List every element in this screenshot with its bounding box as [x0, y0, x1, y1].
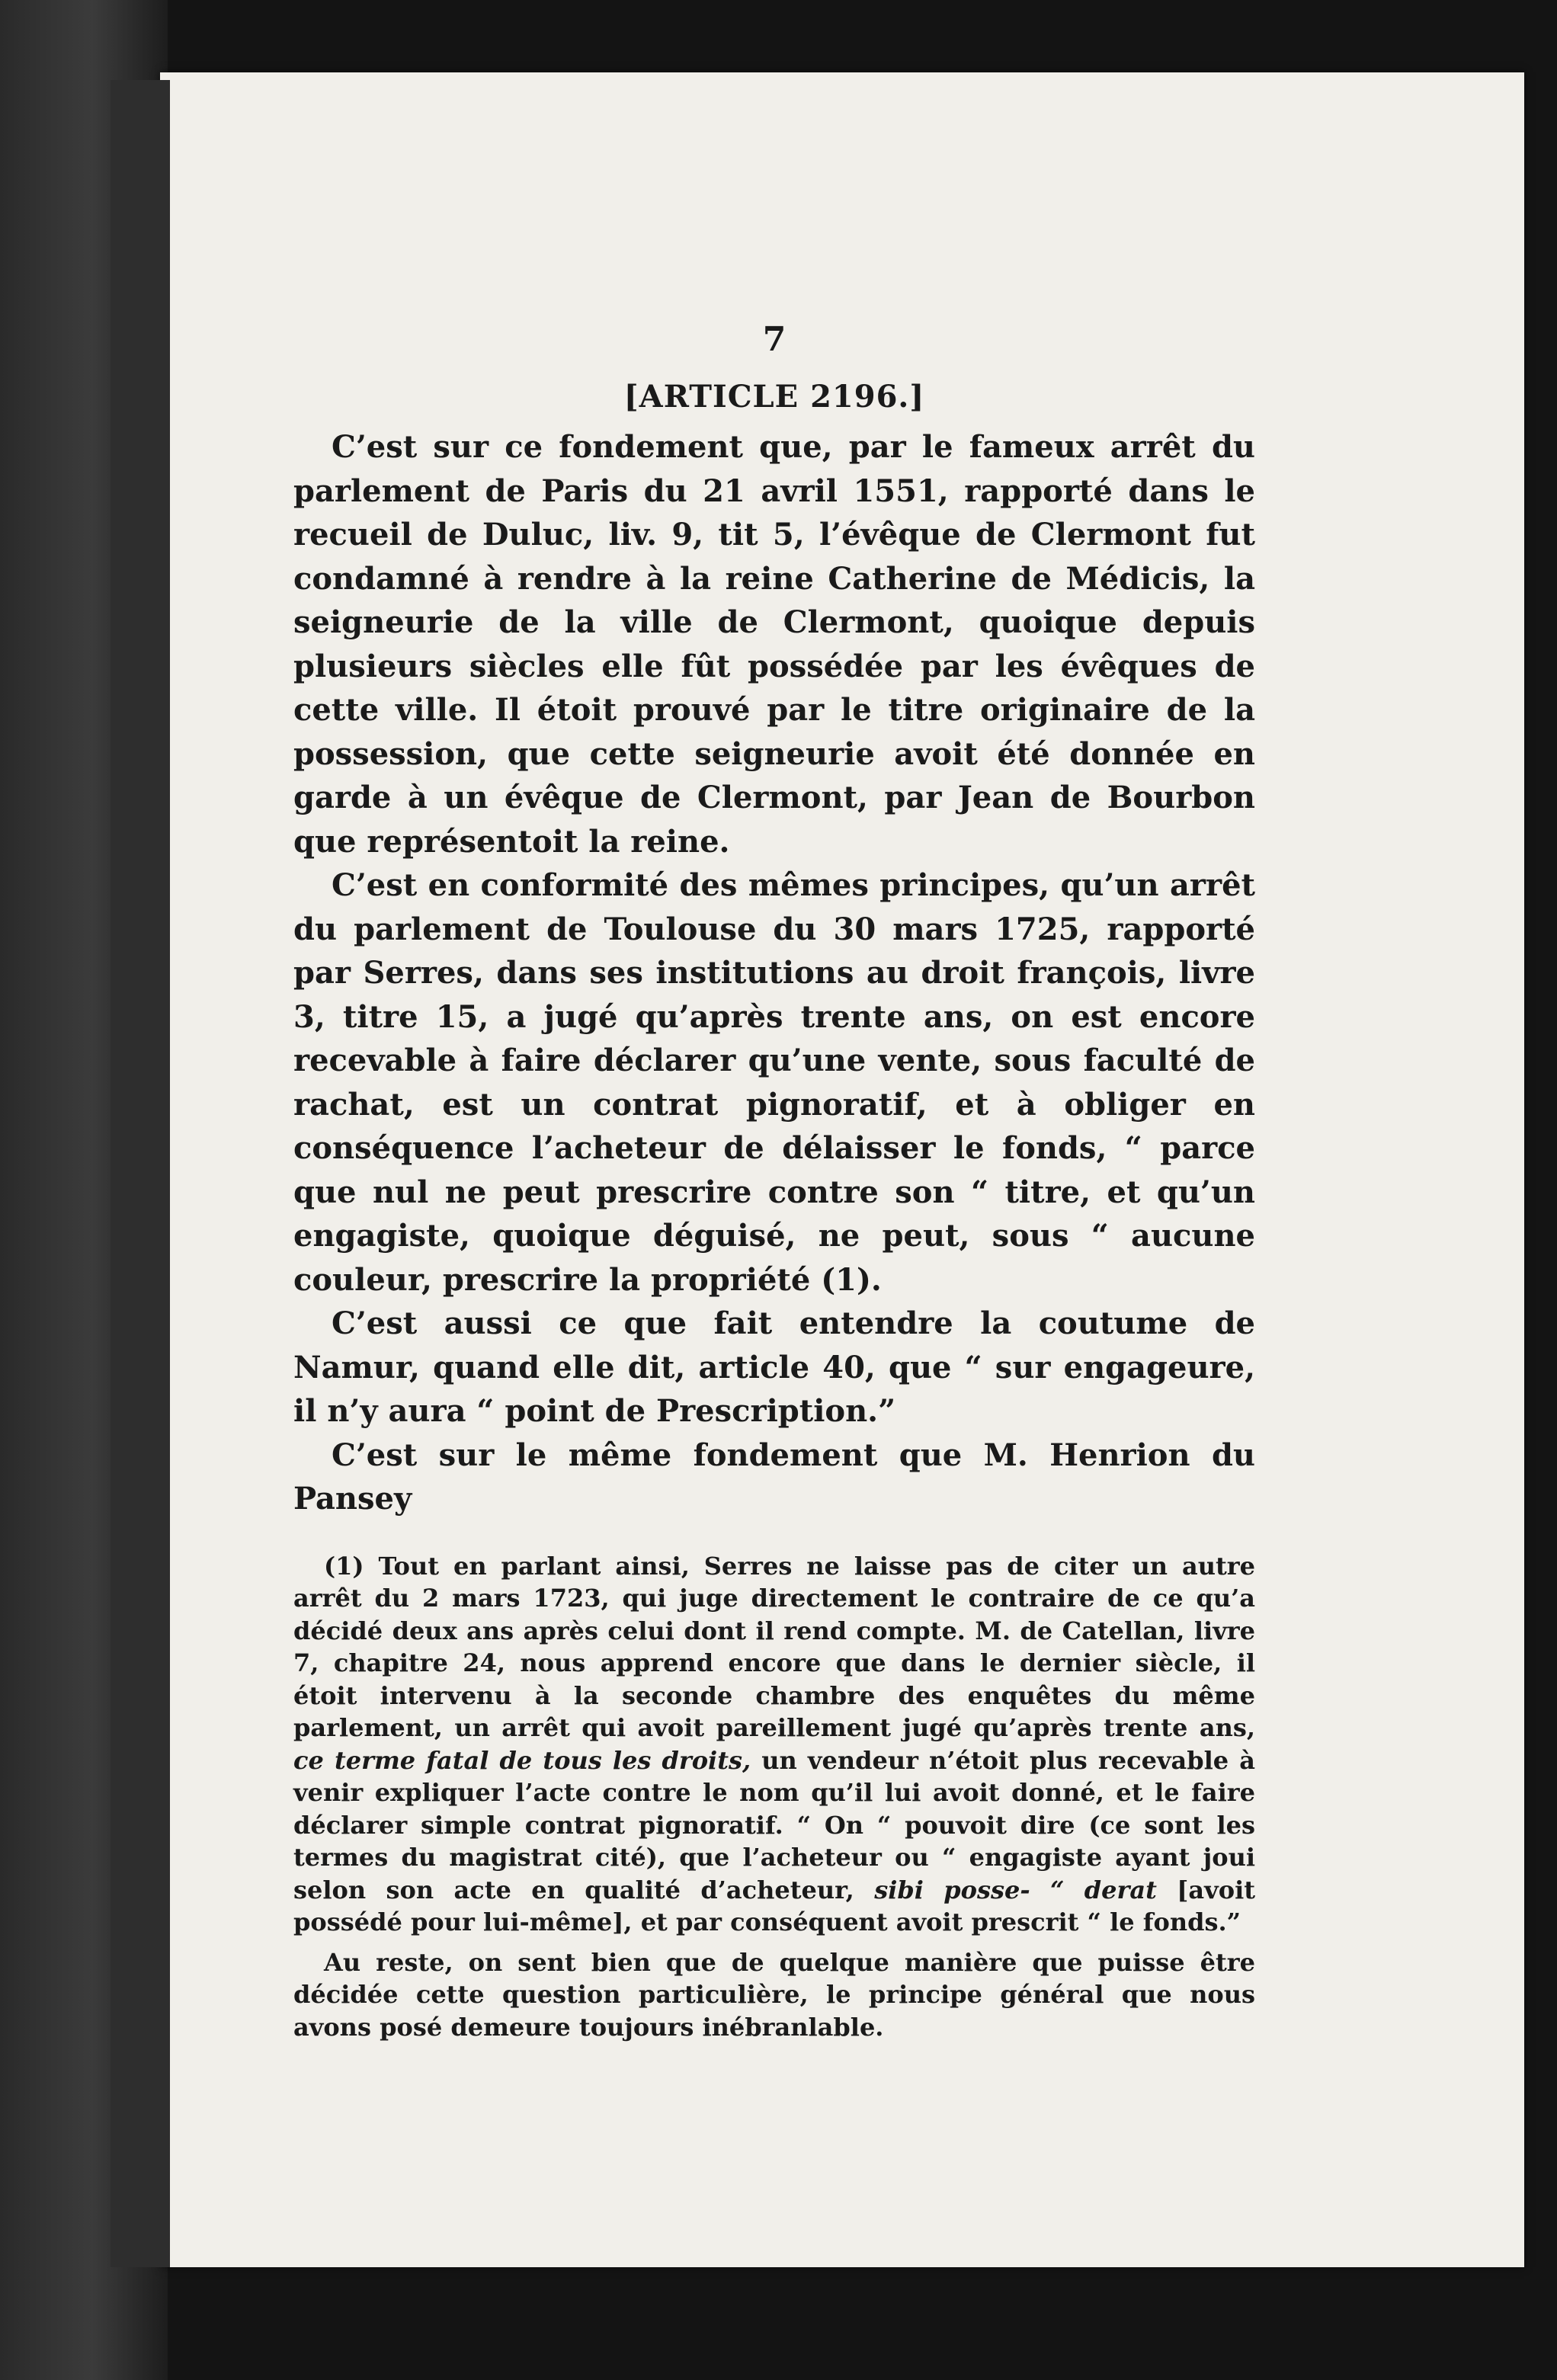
- binding-strip: [111, 80, 170, 2267]
- footnote-text: un vendeur n’étoit plus recevable à venir expliquer l’acte contre le nom qu’il lui avoit donné, et le faire déclarer simple contrat pignoratif. “ On “ pouvoit dire (ce sont les termes du magistrat cité), que l’acheteur ou “ engagiste ayant joui selon son acte en qualité d’acheteur,: [293, 1745, 1256, 1904]
- page-content: [293, 320, 1255, 2043]
- body-paragraph: C’est sur ce fondement que, par le fameux arrêt du parlement de Paris du 21 avril 1551, rapporté dans le recueil de Duluc, liv. 9, tit 5, l’évêque de Clermont fut condamné à rendre à la reine Catherine de Médicis, la seigneurie de la ville de Clermont, quoique depuis plusieurs siècles elle fût possédée par les évêques de cette ville. Il étoit prouvé par le titre originaire de la possession, que cette seigneurie avoit été donnée en garde à un évêque de Clermont, par Jean de Bourbon que représentoit la reine.: [293, 429, 1255, 860]
- page-number: 7: [762, 320, 787, 359]
- footnote-latin-phrase: sibi posse- “ derat: [874, 1875, 1157, 1904]
- footnote-text: [avoit possédé pour lui-même], et par conséquent avoit prescrit “ le fonds.”: [293, 1875, 1256, 1936]
- footnote-text: (1) Tout en parlant ainsi, Serres ne laisse pas de citer un autre arrêt du 2 mars 1723, qui juge directement le contraire de ce qu’a décidé deux ans après celui dont il rend compte. M. de Catellan, livre 7, chapitre 24, nous apprend encore que dans le dernier siècle, il étoit intervenu à la seconde chambre des enquêtes du même parlement, un arrêt qui avoit pareillement jugé qu’après trente ans,: [293, 1551, 1255, 1742]
- body-paragraph: C’est aussi ce que fait entendre la coutume de Namur, quand elle dit, article 40, que “ sur engageure, il n’y aura “ point de Prescription.”: [293, 1305, 1255, 1429]
- footnote-italic-phrase: ce terme fatal de tous les droits,: [293, 1745, 751, 1775]
- footnote-1: [293, 1550, 1255, 1939]
- body-paragraph: C’est en conformité des mêmes principes, qu’un arrêt du parlement de Toulouse du 30 mars 1725, rapporté par Serres, dans ses institutions au droit françois, livre 3, titre 15, a jugé qu’après trente ans, on est encore recevable à faire déclarer qu’une vente, sous faculté de rachat, est un contrat pignoratif, et à obliger en conséquence l’acheteur de délaisser le fonds, “ parce que nul ne peut prescrire contre son “ titre, et qu’un engagiste, quoique déguisé, ne peut, sous “ aucune couleur, prescrire la propriété (1).: [293, 867, 1255, 1298]
- footnote-continuation: Au reste, on sent bien que de quelque manière que puisse être décidée cette question particulière, le principe général que nous avons posé demeure toujours inébranlable.: [293, 1947, 1255, 2042]
- footnotes: [293, 1550, 1255, 2044]
- article-heading: [ARTICLE 2196.]: [623, 379, 925, 415]
- body-text: [293, 425, 1255, 1521]
- body-paragraph: C’est sur le même fondement que M. Henrion du Pansey: [293, 1437, 1255, 1517]
